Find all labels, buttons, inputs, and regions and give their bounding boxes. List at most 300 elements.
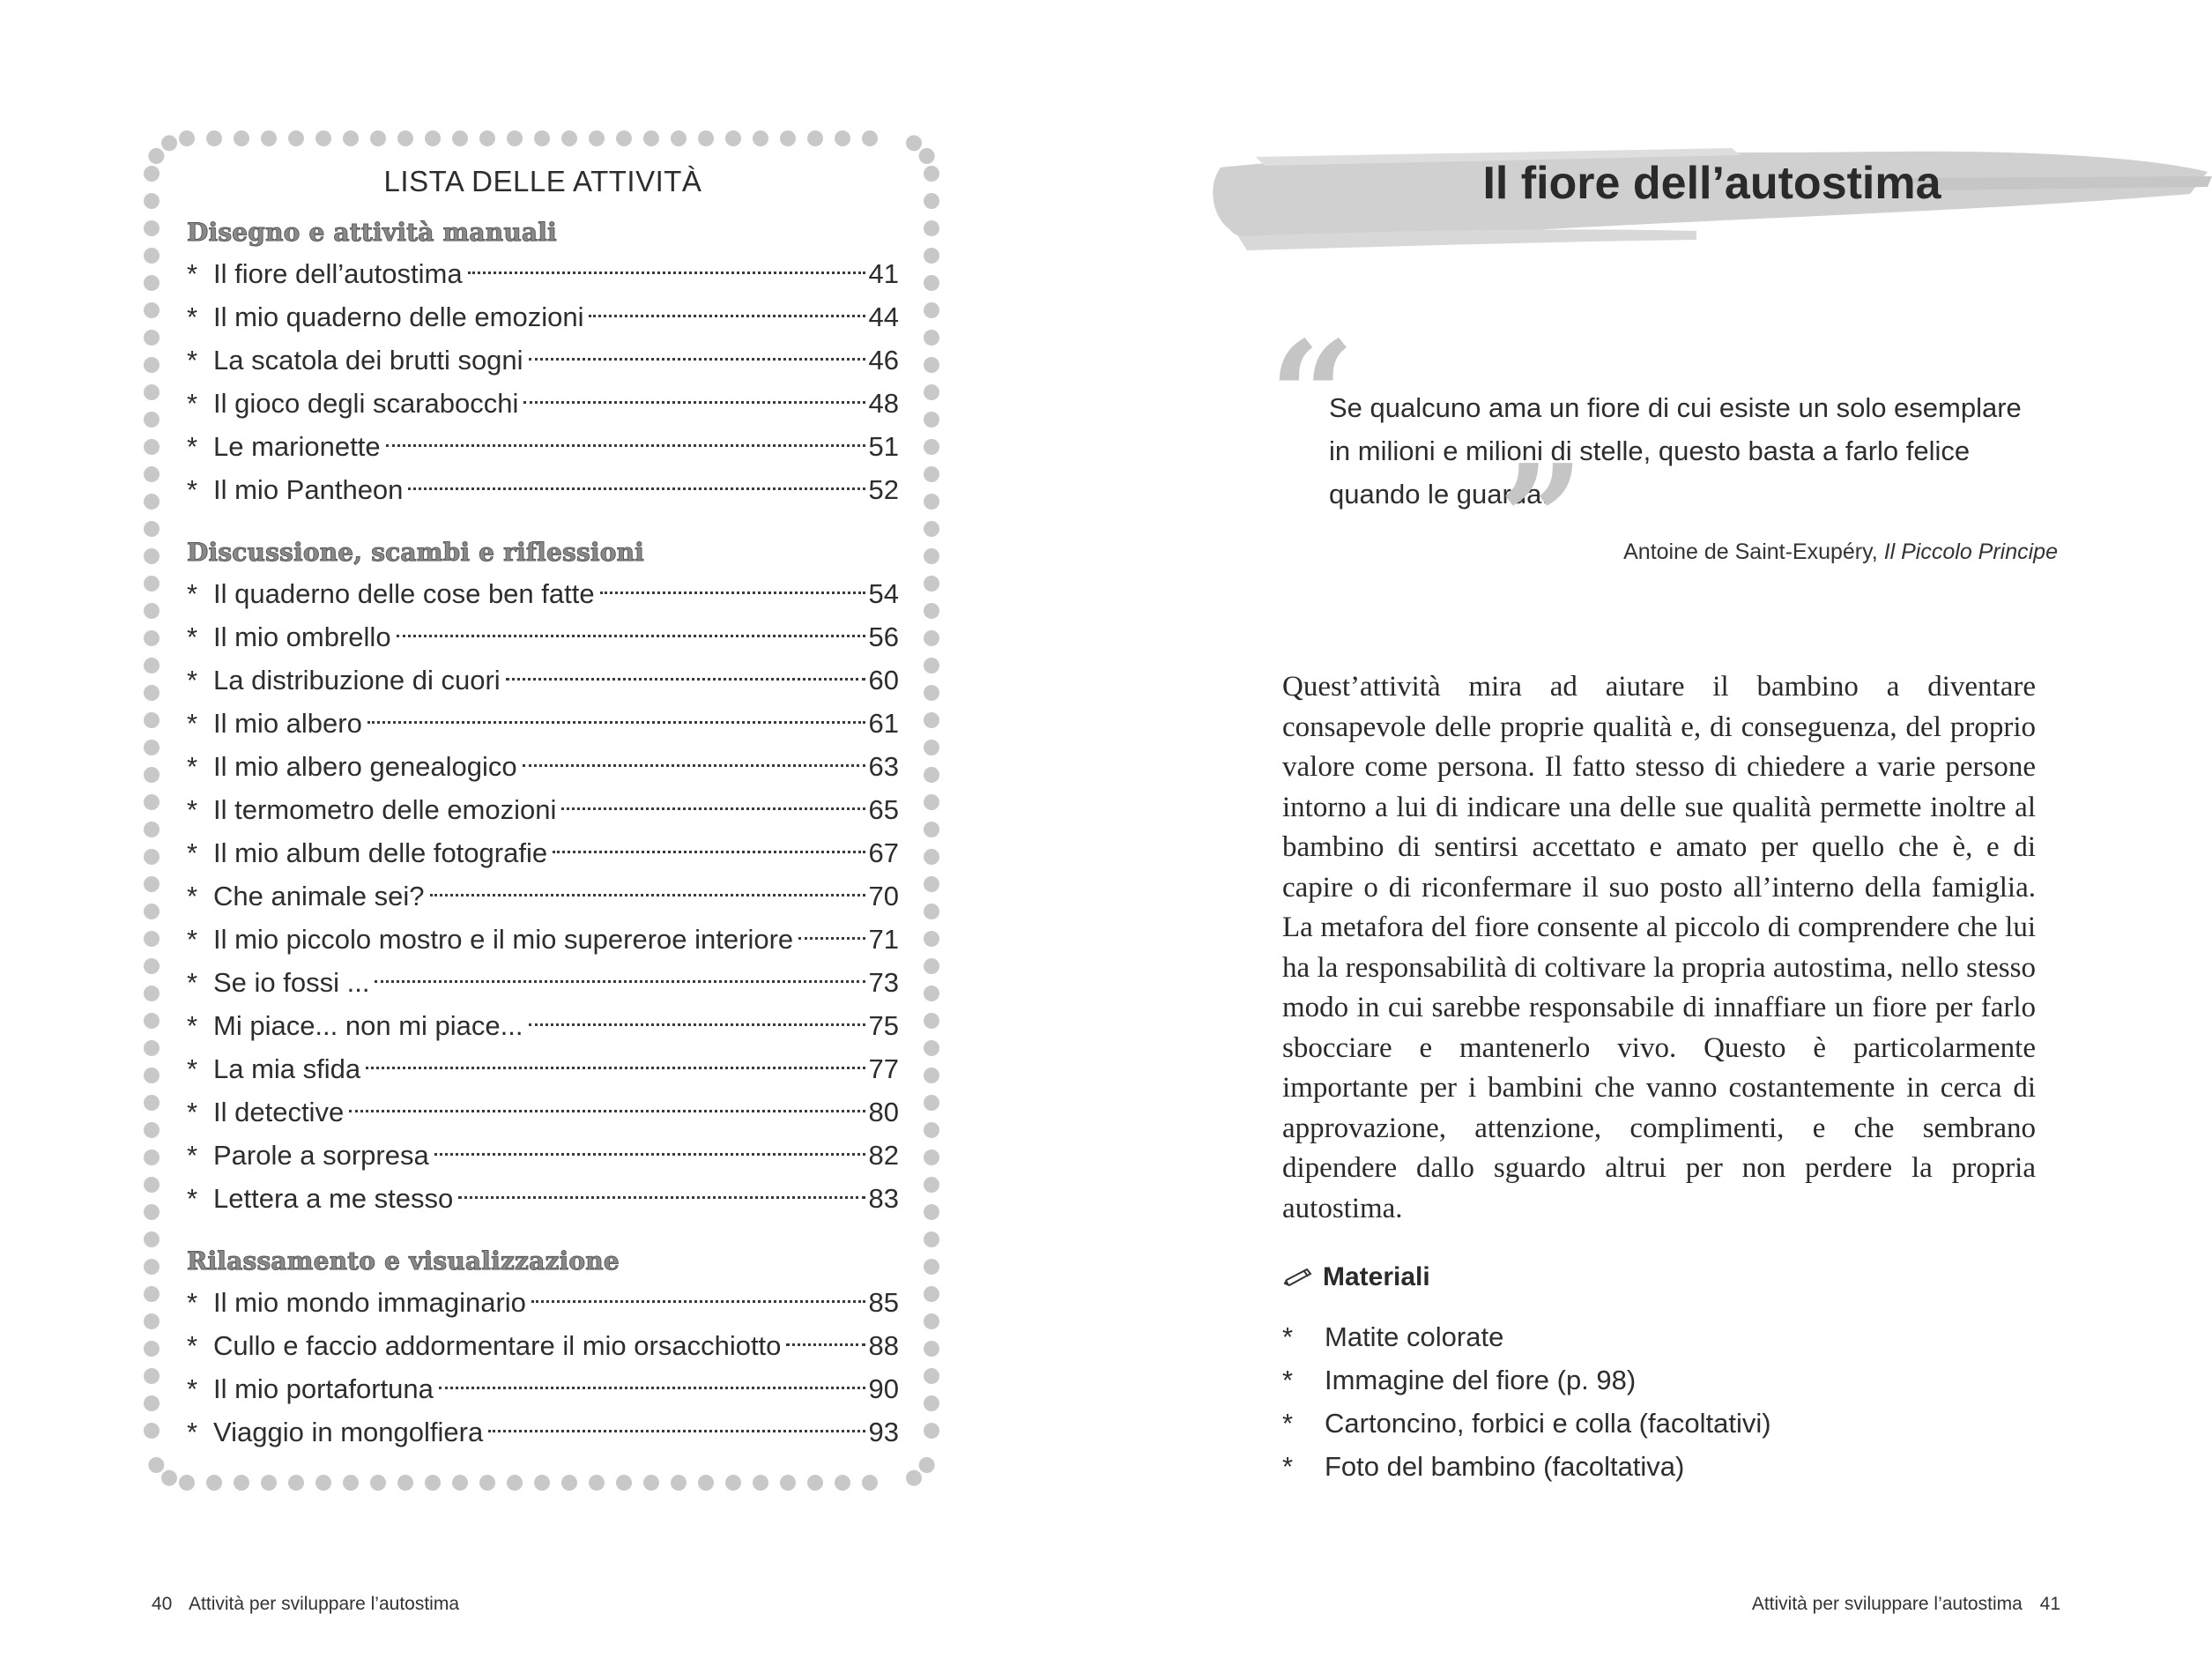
body-paragraph: Quest’attività mira ad aiutare il bambino a diventare consapevole delle proprie qualità e, di conseguenza, del proprio valore come persona. Il fatto stesso di chiedere a varie persone intorno a lui di indicare una delle sue qualità permette inoltre al bambino di sentirsi accettato e amato per quello che è, e di capire o di riconfermare il suo posto all’interno della famiglia. La metafora del fiore consente al piccolo di comprendere che lui ha la responsabilità di coltivare la propria autostima, nello stesso modo in cui sarebbe responsabile di innaffiare un fiore per farlo sbocciare e mantenerlo vivo. Questo è particolarmente importante per i bambini che vanno costantemente in cerca di approvazione, attenzione, complimenti, e che sembrano dipendere dallo sguardo altrui per non perdere la propria autostima.: [1282, 671, 2036, 1224]
bullet-star-icon: *: [187, 924, 198, 955]
frame-dot: [924, 1395, 939, 1411]
dot-leader: [523, 401, 865, 404]
activity-list-title: LISTA DELLE ATTIVITÀ: [383, 165, 702, 197]
frame-dot: [315, 130, 331, 146]
frame-dot: [144, 275, 160, 291]
list-item: [187, 252, 899, 295]
frame-dot: [924, 1231, 939, 1247]
activity-page-number: 56: [868, 621, 899, 652]
bullet-star-icon: *: [187, 578, 198, 609]
material-label: Foto del bambino (facoltativa): [1325, 1451, 1685, 1482]
activity-section: [187, 1246, 899, 1454]
frame-dot: [148, 148, 164, 164]
frame-dot: [144, 849, 160, 865]
bullet-star-icon: *: [187, 751, 198, 782]
frame-dot: [144, 1095, 160, 1111]
frame-dot: [288, 1475, 304, 1491]
activity-page-number: 93: [868, 1417, 899, 1447]
activity-label: Il mio album delle fotografie: [213, 837, 548, 868]
bullet-star-icon: *: [187, 1417, 198, 1447]
frame-dot: [144, 384, 160, 400]
activity-label: Il mio Pantheon: [213, 474, 404, 505]
frame-dot: [671, 1475, 687, 1491]
dot-leader: [468, 272, 865, 274]
frame-dot: [144, 1068, 160, 1083]
list-item: [1282, 1445, 1771, 1488]
frame-dot: [144, 1040, 160, 1056]
bullet-star-icon: *: [187, 1053, 198, 1084]
frame-dot: [906, 1470, 922, 1486]
dot-leader: [367, 721, 865, 724]
frame-dot: [924, 1013, 939, 1029]
page-number: 40: [152, 1594, 173, 1614]
frame-dot: [343, 130, 359, 146]
dot-leader: [439, 1387, 865, 1389]
frame-dot: [148, 1457, 164, 1473]
list-item: [187, 1410, 899, 1454]
bullet-star-icon: *: [187, 621, 198, 652]
frame-dot: [924, 986, 939, 1001]
frame-dot: [144, 1149, 160, 1165]
frame-dot: [144, 740, 160, 755]
frame-dot: [919, 148, 935, 164]
list-item: [187, 1177, 899, 1220]
activity-page-number: 73: [868, 967, 899, 998]
frame-dot: [144, 1013, 160, 1029]
frame-dot: [924, 548, 939, 564]
frame-dot: [144, 931, 160, 947]
list-item: [187, 1281, 899, 1324]
quote-work: Il Piccolo Principe: [1883, 539, 2058, 564]
frame-dot: [144, 1395, 160, 1411]
frame-dot: [144, 986, 160, 1001]
dot-leader: [553, 851, 865, 853]
frame-dot: [144, 1259, 160, 1275]
list-item: [1282, 1402, 1771, 1445]
frame-dot: [144, 1122, 160, 1138]
activity-label: Che animale sei?: [213, 881, 425, 911]
bullet-star-icon: *: [187, 1373, 198, 1404]
frame-dot: [924, 275, 939, 291]
frame-dot: [144, 794, 160, 810]
list-item: [1282, 1358, 1771, 1402]
frame-dot: [144, 958, 160, 974]
running-title: Attività per sviluppare l’autostima: [189, 1594, 460, 1614]
frame-dot: [479, 1475, 495, 1491]
activity-page-number: 61: [868, 708, 899, 739]
activity-label: La distribuzione di cuori: [213, 665, 501, 696]
quote-open-mark: “: [1269, 309, 1355, 485]
frame-dot: [144, 603, 160, 619]
frame-dot: [144, 685, 160, 701]
frame-dot: [924, 521, 939, 537]
frame-dot: [862, 130, 878, 146]
list-item: [187, 874, 899, 918]
dot-leader: [600, 591, 865, 594]
frame-dot: [835, 1475, 850, 1491]
frame-dot: [144, 412, 160, 428]
activity-list-box: [143, 130, 940, 1492]
list-item: [187, 425, 899, 468]
activity-page-number: 52: [868, 474, 899, 505]
frame-dot: [425, 1475, 441, 1491]
frame-dot: [397, 130, 413, 146]
activity-page-number: 51: [868, 431, 899, 462]
activity-label: Il mio piccolo mostro e il mio supereroe interiore: [213, 924, 794, 955]
bullet-star-icon: *: [187, 1183, 198, 1214]
activity-section: [187, 538, 899, 1220]
frame-dot: [616, 130, 632, 146]
dot-leader: [349, 1110, 865, 1112]
list-item: [187, 295, 899, 338]
frame-dot: [924, 166, 939, 182]
frame-dot: [144, 767, 160, 783]
frame-dot: [780, 1475, 796, 1491]
frame-dot: [725, 130, 741, 146]
activity-page-number: 85: [868, 1287, 899, 1318]
frame-dot: [288, 130, 304, 146]
frame-dot: [924, 1149, 939, 1165]
frame-dot: [924, 630, 939, 646]
bullet-star-icon: *: [187, 301, 198, 332]
frame-dot: [924, 1259, 939, 1275]
list-item: [187, 745, 899, 788]
frame-dot: [343, 1475, 359, 1491]
dot-leader: [523, 764, 865, 767]
bullet-star-icon: *: [187, 1010, 198, 1041]
frame-dot: [452, 130, 468, 146]
frame-dot: [924, 248, 939, 264]
activity-page-number: 80: [868, 1097, 899, 1127]
frame-dot: [924, 849, 939, 865]
bullet-star-icon: *: [187, 345, 198, 376]
dot-leader: [529, 358, 865, 361]
list-item: [187, 615, 899, 658]
bullet-star-icon: *: [187, 1140, 198, 1171]
quote-line: in milioni e milioni di stelle, questo basta a farlo felice: [1329, 435, 1971, 466]
frame-dot: [906, 135, 922, 151]
frame-dot: [924, 658, 939, 673]
frame-dot: [924, 931, 939, 947]
activity-page-number: 75: [868, 1010, 899, 1041]
activity-label: Mi piace... non mi piace...: [213, 1010, 523, 1041]
dot-leader: [561, 807, 865, 810]
frame-dot: [507, 1475, 523, 1491]
frame-dot: [144, 630, 160, 646]
dot-leader: [488, 1430, 865, 1432]
frame-dot: [315, 1475, 331, 1491]
quote-attribution: [1623, 539, 2058, 565]
frame-dot: [534, 130, 550, 146]
frame-dot: [924, 1040, 939, 1056]
activity-page-number: 71: [868, 924, 899, 955]
frame-dot: [144, 658, 160, 673]
frame-dot: [924, 494, 939, 510]
activity-label: Le marionette: [213, 431, 381, 462]
frame-dot: [924, 384, 939, 400]
list-item: [187, 382, 899, 425]
frame-dot: [144, 494, 160, 510]
frame-dot: [206, 1475, 222, 1491]
frame-dot: [589, 1475, 605, 1491]
frame-dot: [144, 822, 160, 837]
frame-dot: [161, 135, 177, 151]
frame-dot: [924, 603, 939, 619]
bullet-star-icon: *: [1282, 1321, 1294, 1352]
footer-right: [1752, 1594, 2073, 1615]
activity-page-number: 67: [868, 837, 899, 868]
bullet-star-icon: *: [187, 794, 198, 825]
activity-label: Il quaderno delle cose ben fatte: [213, 578, 595, 609]
list-item: [187, 338, 899, 382]
dot-leader: [786, 1343, 865, 1346]
activity-label: Se io fossi ...: [213, 967, 370, 998]
list-item: [187, 1004, 899, 1047]
quote-close-mark: ”: [1498, 432, 1585, 608]
activity-section: [187, 218, 899, 511]
frame-dot: [924, 685, 939, 701]
dot-leader: [589, 315, 865, 317]
frame-dot: [924, 412, 939, 428]
frame-dot: [144, 193, 160, 209]
list-item: [187, 1090, 899, 1134]
frame-dot: [924, 958, 939, 974]
activity-page-number: 41: [868, 258, 899, 289]
frame-dot: [561, 130, 577, 146]
list-item: [187, 788, 899, 831]
frame-dot: [144, 521, 160, 537]
quote-author: Antoine de Saint-Exupéry,: [1623, 539, 1878, 564]
activity-label: Parole a sorpresa: [213, 1140, 429, 1171]
frame-dot: [643, 130, 659, 146]
activity-page-number: 77: [868, 1053, 899, 1084]
frame-dot: [924, 1204, 939, 1220]
dot-leader: [529, 1023, 865, 1026]
activity-label: Il mio mondo immaginario: [213, 1287, 526, 1318]
activity-label: Il fiore dell’autostima: [213, 258, 463, 289]
frame-dot: [370, 1475, 386, 1491]
frame-dot: [561, 1475, 577, 1491]
frame-dot: [924, 1341, 939, 1357]
frame-dot: [924, 1122, 939, 1138]
list-item: [187, 831, 899, 874]
activity-label: Lettera a me stesso: [213, 1183, 454, 1214]
activity-page-number: 48: [868, 388, 899, 419]
frame-dot: [234, 130, 249, 146]
section-heading: Rilassamento e visualizzazione: [187, 1246, 620, 1276]
materials-list: [1282, 1315, 1771, 1488]
frame-dot: [206, 130, 222, 146]
bullet-star-icon: *: [187, 1330, 198, 1361]
frame-dot: [144, 166, 160, 182]
right-page: [1106, 0, 2212, 1659]
activity-label: Il mio albero genealogico: [213, 751, 517, 782]
frame-dot: [671, 130, 687, 146]
dot-leader: [506, 678, 865, 681]
material-label: Cartoncino, forbici e colla (facoltativi): [1325, 1408, 1771, 1439]
frame-dot: [179, 1475, 195, 1491]
frame-dot: [924, 1286, 939, 1302]
list-item: [187, 918, 899, 961]
dot-leader: [798, 937, 865, 940]
frame-dot: [144, 876, 160, 892]
bullet-star-icon: *: [187, 708, 198, 739]
frame-dot: [261, 130, 277, 146]
frame-dot: [924, 822, 939, 837]
frame-dot: [144, 1368, 160, 1384]
activity-label: Il mio albero: [213, 708, 362, 739]
frame-dot: [234, 1475, 249, 1491]
list-item: [187, 961, 899, 1004]
frame-dot: [144, 466, 160, 482]
frame-dot: [144, 357, 160, 373]
frame-dot: [425, 130, 441, 146]
frame-dot: [144, 302, 160, 318]
list-item: [187, 1047, 899, 1090]
activity-label: Viaggio in mongolfiera: [213, 1417, 484, 1447]
frame-dot: [144, 330, 160, 346]
frame-dot: [924, 712, 939, 728]
frame-dot: [144, 1286, 160, 1302]
frame-dot: [924, 576, 939, 591]
frame-dot: [924, 904, 939, 919]
activity-page-number: 90: [868, 1373, 899, 1404]
frame-dot: [698, 130, 714, 146]
frame-dot: [924, 876, 939, 892]
frame-dot: [144, 548, 160, 564]
bullet-star-icon: *: [1282, 1451, 1294, 1482]
frame-dot: [144, 1423, 160, 1439]
frame-dot: [924, 1068, 939, 1083]
section-heading: Disegno e attività manuali: [187, 218, 557, 247]
frame-dot: [144, 1341, 160, 1357]
dot-leader: [397, 635, 865, 637]
activity-label: Cullo e faccio addormentare il mio orsacchiotto: [213, 1330, 782, 1361]
bullet-star-icon: *: [187, 388, 198, 419]
frame-dot: [862, 1475, 878, 1491]
frame-dot: [144, 220, 160, 236]
activity-page-number: 60: [868, 665, 899, 696]
activity-label: La mia sfida: [213, 1053, 361, 1084]
list-item: [187, 1134, 899, 1177]
frame-dot: [144, 439, 160, 455]
activity-page-number: 44: [868, 301, 899, 332]
frame-dot: [144, 576, 160, 591]
activity-page-number: 83: [868, 1183, 899, 1214]
list-item: [187, 658, 899, 702]
frame-dot: [924, 1095, 939, 1111]
list-item: [1282, 1315, 1771, 1358]
activity-page-number: 88: [868, 1330, 899, 1361]
bullet-star-icon: *: [187, 1097, 198, 1127]
section-heading: Discussione, scambi e riflessioni: [187, 538, 645, 567]
dot-leader: [386, 444, 865, 447]
frame-dot: [924, 740, 939, 755]
frame-dot: [780, 130, 796, 146]
activity-page-number: 65: [868, 794, 899, 825]
frame-dot: [507, 130, 523, 146]
list-item: [187, 572, 899, 615]
dot-leader: [408, 487, 865, 490]
frame-dot: [924, 1313, 939, 1329]
list-item: [187, 468, 899, 511]
frame-dot: [924, 794, 939, 810]
bullet-star-icon: *: [187, 1287, 198, 1318]
bullet-star-icon: *: [187, 258, 198, 289]
footer-left: [139, 1594, 459, 1615]
frame-dot: [397, 1475, 413, 1491]
material-label: Matite colorate: [1325, 1321, 1504, 1352]
list-item: [187, 1367, 899, 1410]
activity-label: Il mio ombrello: [213, 621, 391, 652]
activity-label: Il mio quaderno delle emozioni: [213, 301, 584, 332]
bullet-star-icon: *: [187, 967, 198, 998]
frame-dot: [179, 130, 195, 146]
activity-page-number: 70: [868, 881, 899, 911]
frame-dot: [452, 1475, 468, 1491]
bullet-star-icon: *: [187, 474, 198, 505]
activity-sections: [187, 218, 899, 1454]
frame-dot: [144, 1204, 160, 1220]
frame-dot: [144, 712, 160, 728]
bullet-star-icon: *: [187, 837, 198, 868]
frame-dot: [807, 1475, 823, 1491]
frame-dot: [616, 1475, 632, 1491]
frame-dot: [144, 904, 160, 919]
frame-dot: [924, 220, 939, 236]
activity-label: La scatola dei brutti sogni: [213, 345, 523, 376]
frame-dot: [924, 1368, 939, 1384]
activity-label: Il detective: [213, 1097, 345, 1127]
list-item: [187, 702, 899, 745]
bullet-star-icon: *: [187, 881, 198, 911]
page-number: 41: [2039, 1594, 2060, 1614]
frame-dot: [924, 439, 939, 455]
frame-dot: [261, 1475, 277, 1491]
dot-leader: [366, 1067, 865, 1069]
dot-leader: [531, 1300, 865, 1303]
dot-leader: [375, 980, 865, 983]
activity-label: Il termometro delle emozioni: [213, 794, 557, 825]
frame-dot: [807, 130, 823, 146]
activity-page-number: 82: [868, 1140, 899, 1171]
frame-dot: [589, 130, 605, 146]
running-title: Attività per sviluppare l’autostima: [1751, 1594, 2023, 1614]
activity-page-number: 54: [868, 578, 899, 609]
activity-label: Il gioco degli scarabocchi: [213, 388, 519, 419]
bullet-star-icon: *: [187, 665, 198, 696]
epigraph-quote: [1329, 386, 2034, 516]
material-label: Immagine del fiore (p. 98): [1325, 1365, 1637, 1395]
activity-page-number: 63: [868, 751, 899, 782]
frame-dot: [753, 1475, 768, 1491]
activity-label: Il mio portafortuna: [213, 1373, 434, 1404]
frame-dot: [479, 130, 495, 146]
list-item: [187, 1324, 899, 1367]
frame-dot: [924, 767, 939, 783]
frame-dot: [924, 1423, 939, 1439]
bullet-star-icon: *: [1282, 1408, 1294, 1439]
dot-leader: [434, 1153, 865, 1156]
frame-dot: [725, 1475, 741, 1491]
activity-page-number: 46: [868, 345, 899, 376]
frame-dot: [924, 193, 939, 209]
frame-dot: [161, 1470, 177, 1486]
frame-dot: [924, 357, 939, 373]
frame-dot: [144, 248, 160, 264]
dot-leader: [458, 1196, 865, 1199]
pencil-icon: [1282, 1267, 1314, 1288]
